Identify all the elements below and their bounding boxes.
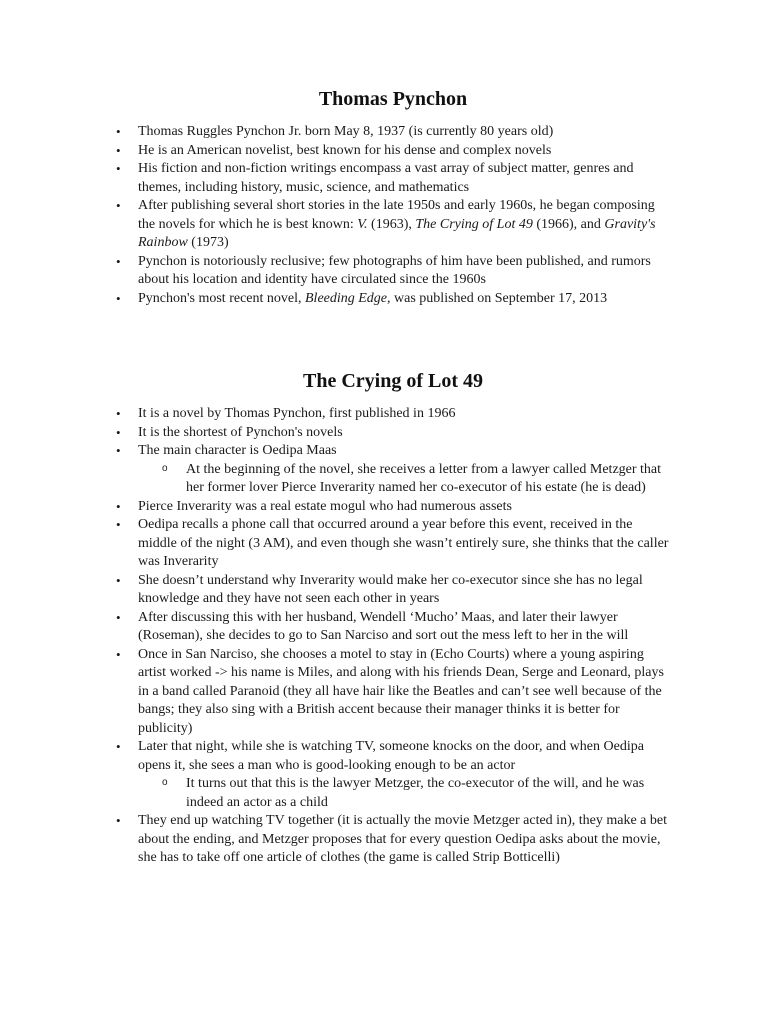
book-title-gravitys-rainbow: Gravity's Rainbow xyxy=(138,216,656,250)
pynchon-bullet-list xyxy=(114,123,672,308)
list-item: • Thomas Ruggles Pynchon Jr. born May 8, 1937 (is currently 80 years old) xyxy=(114,123,672,142)
list-item-text: (1963), xyxy=(367,216,416,232)
list-item: • She doesn’t understand why Inverarity would make her co-executor since she has no legal knowledge and they have not seen each other in years xyxy=(114,572,672,609)
list-item-text: (1973) xyxy=(187,235,229,250)
list-item xyxy=(114,442,672,498)
list-item-text: , was published on September 17, 2013 xyxy=(387,290,608,306)
list-item xyxy=(114,197,672,253)
list-item: • After discussing this with her husband, Wendell ‘Mucho’ Maas, and later their lawyer (Roseman), she decides to go to San Narciso and sort out the mess left to her in the will xyxy=(114,609,672,646)
sub-list-item: o It turns out that this is the lawyer Metzger, the co-executor of the will, and he was indeed an actor as a child xyxy=(138,775,672,812)
list-item: • Once in San Narciso, she chooses a motel to stay in (Echo Courts) where a young aspiring artist worked -> his name is Miles, and along with his friends Dean, Serge and Leonard, plays in a band called Paranoid (they all have hair like the Beatles and can’t see well because of the bangs; they also sing with a British accent because their manager thinks it is better for publicity) xyxy=(114,646,672,739)
list-item xyxy=(114,738,672,812)
section-title-crying-of-lot-49: The Crying of Lot 49 xyxy=(303,370,483,392)
book-title-bleeding-edge: Bleeding Edge xyxy=(305,290,388,306)
list-item-text: Later that night, while she is watching TV, someone knocks on the door, and when Oedipa opens it, she sees a man who is good-looking enough to be an actor xyxy=(138,739,644,773)
sub-list-item: o At the beginning of the novel, she receives a letter from a lawyer called Metzger that her former lover Pierce Inverarity named her co-executor of his estate (he is dead) xyxy=(138,461,672,498)
list-item-text: The main character is Oedipa Maas xyxy=(138,443,337,458)
novel-bullet-list xyxy=(114,405,672,868)
list-item-text: Pynchon's most recent novel, xyxy=(138,290,305,306)
list-item: • It is the shortest of Pynchon's novels xyxy=(114,424,672,443)
list-item: • His fiction and non-fiction writings encompass a vast array of subject matter, genres and themes, including history, music, science, and mathematics xyxy=(114,160,672,197)
book-title-v: V. xyxy=(357,216,368,232)
list-item: • Pynchon is notoriously reclusive; few photographs of him have been published, and rumors about his location and identity have circulated since the 1960s xyxy=(114,253,672,290)
list-item-text: After publishing several short stories in the late 1950s and early 1960s, he began composing the novels for which he is best known: xyxy=(138,198,655,232)
list-item-text: (1966), and xyxy=(532,216,605,232)
section-title-thomas-pynchon: Thomas Pynchon xyxy=(318,88,468,110)
list-item: • They end up watching TV together (it is actually the movie Metzger acted in), they make a bet about the ending, and Metzger proposes that for every question Oedipa asks about the movie, she has to take off one article of clothes (the game is called Strip Botticelli) xyxy=(114,812,672,868)
list-item: • Oedipa recalls a phone call that occurred around a year before this event, received in the middle of the night (3 AM), and even though she wasn’t entirely sure, she thinks that the caller was Inverarity xyxy=(114,516,672,572)
book-title-crying-of-lot-49: The Crying of Lot 49 xyxy=(415,216,533,232)
list-item: • It is a novel by Thomas Pynchon, first published in 1966 xyxy=(114,405,672,424)
sub-list xyxy=(138,775,672,812)
list-item: • He is an American novelist, best known for his dense and complex novels xyxy=(114,142,672,161)
list-item: • Pierce Inverarity was a real estate mogul who had numerous assets xyxy=(114,498,672,517)
list-item xyxy=(114,290,672,309)
sub-list xyxy=(138,461,672,498)
